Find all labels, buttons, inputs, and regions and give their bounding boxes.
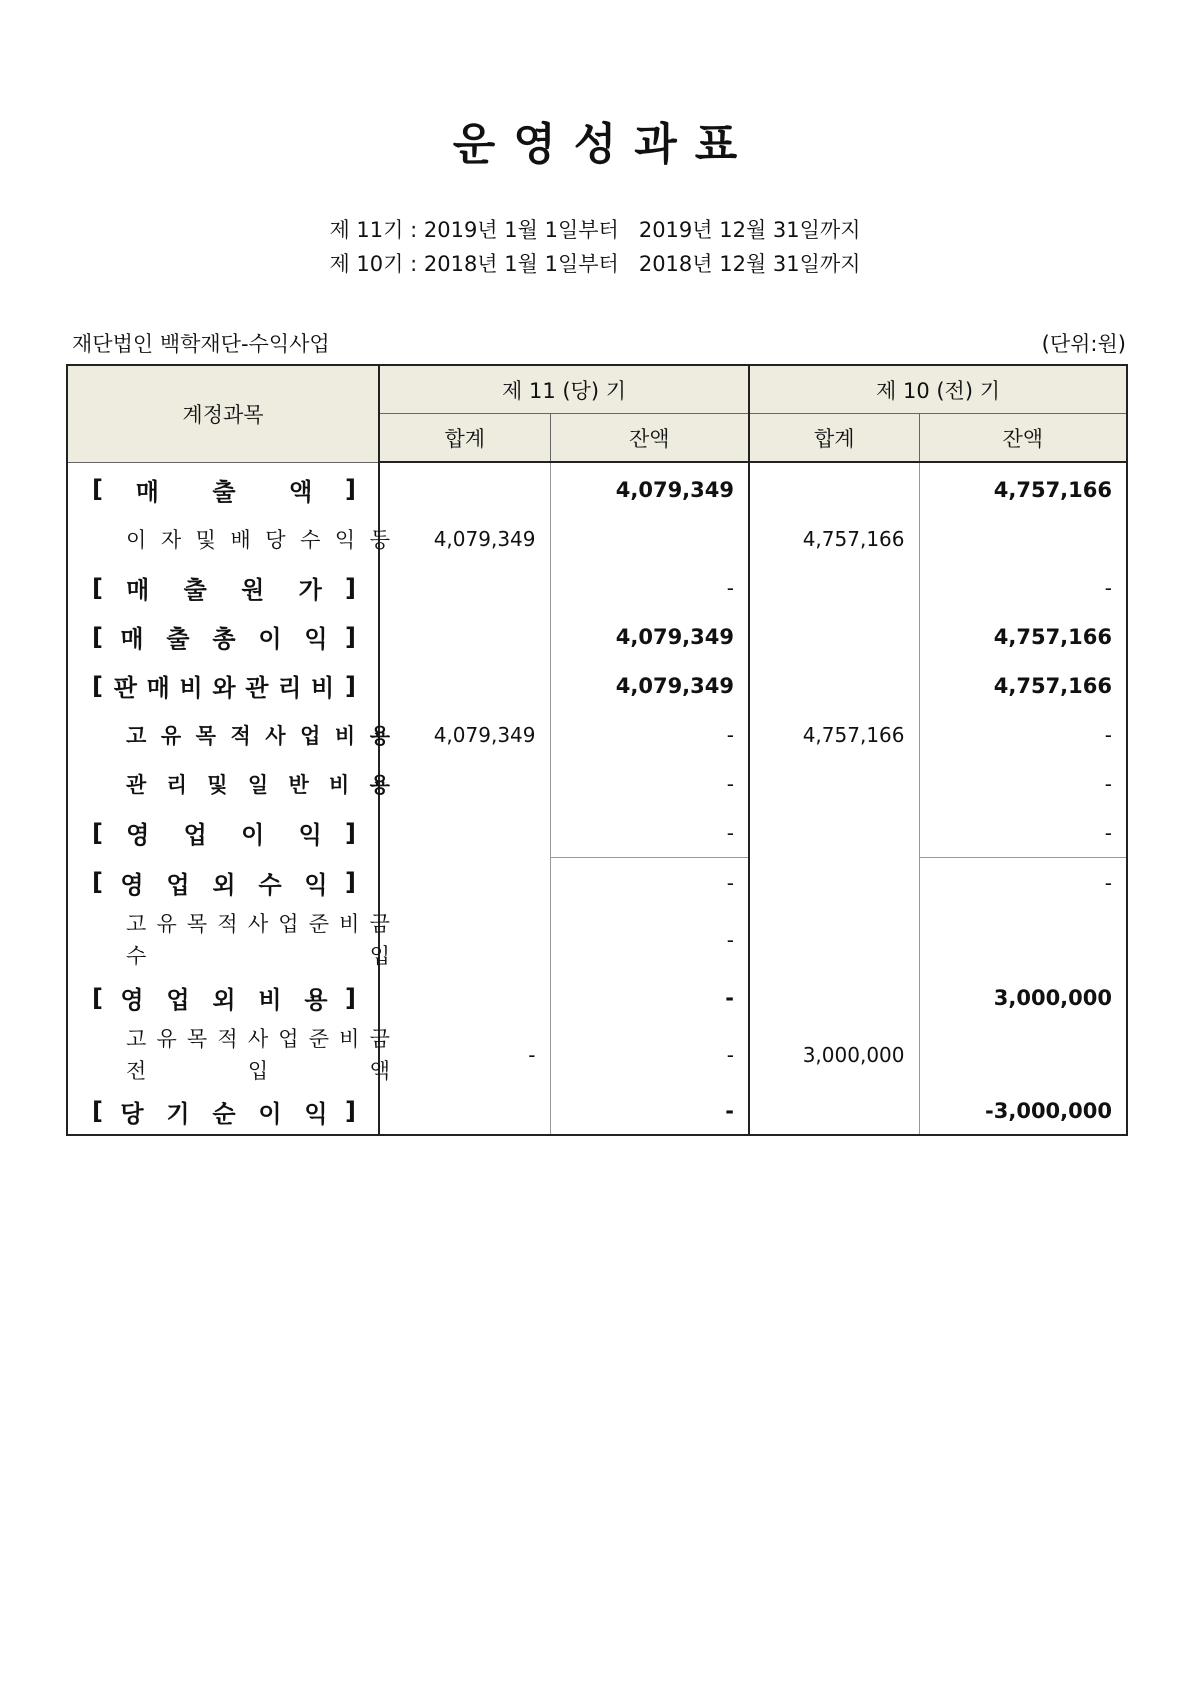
table-row bbox=[67, 563, 1127, 612]
table-row bbox=[67, 514, 1127, 563]
account-cell bbox=[67, 661, 379, 710]
account-cell bbox=[67, 563, 379, 612]
table-row bbox=[67, 759, 1127, 808]
current-balance-cell: 4,079,349 bbox=[550, 612, 749, 661]
header-current-balance: 잔액 bbox=[550, 414, 749, 463]
current-balance-cell: 4,079,349 bbox=[550, 462, 749, 514]
prior-sum-cell bbox=[749, 808, 919, 858]
account-label: [ 매 출 총 이 익 ] bbox=[92, 622, 356, 653]
prior-balance-cell: - bbox=[919, 759, 1127, 808]
prior-sum-cell bbox=[749, 907, 919, 973]
document-title: 운영성과표 bbox=[452, 119, 756, 170]
current-sum-cell: 4,079,349 bbox=[379, 514, 550, 563]
income-statement-table bbox=[66, 364, 1128, 1136]
account-cell bbox=[67, 858, 379, 908]
account-cell bbox=[67, 1022, 390, 1088]
account-cell bbox=[67, 462, 379, 514]
account-cell bbox=[67, 808, 379, 858]
prior-balance-cell: 3,000,000 bbox=[919, 973, 1127, 1022]
prior-balance-cell: 4,757,166 bbox=[919, 462, 1127, 514]
account-label: [ 매 출 액 ] bbox=[92, 475, 356, 506]
prior-sum-cell: 3,000,000 bbox=[749, 1022, 919, 1088]
current-sum-cell bbox=[379, 612, 550, 661]
current-sum-cell bbox=[379, 973, 550, 1022]
current-balance-cell: - bbox=[550, 973, 749, 1022]
account-cell bbox=[67, 759, 390, 808]
current-balance-cell: - bbox=[550, 907, 749, 973]
prior-sum-cell bbox=[749, 661, 919, 710]
current-sum-cell bbox=[379, 661, 550, 710]
unit-label: (단위:원) bbox=[1041, 332, 1126, 356]
prior-balance-cell bbox=[919, 907, 1127, 973]
account-label: 고 유 목 적 사 업 준 비 금 전 입 액 bbox=[126, 1027, 390, 1083]
current-sum-cell: - bbox=[379, 1022, 550, 1088]
header-current-period: 제 11 (당) 기 bbox=[379, 365, 749, 414]
current-balance-cell: - bbox=[550, 759, 749, 808]
prior-balance-cell: - bbox=[919, 858, 1127, 908]
table-row bbox=[67, 1088, 1127, 1135]
current-sum-cell bbox=[379, 858, 550, 908]
current-balance-cell: - bbox=[550, 710, 749, 759]
table-row bbox=[67, 808, 1127, 858]
prior-balance-cell: -3,000,000 bbox=[919, 1088, 1127, 1135]
current-sum-cell: 4,079,349 bbox=[379, 710, 550, 759]
account-cell bbox=[67, 1088, 379, 1135]
prior-sum-cell bbox=[749, 973, 919, 1022]
account-label: [ 영 업 외 비 용 ] bbox=[92, 983, 356, 1014]
header-prior-balance: 잔액 bbox=[919, 414, 1127, 463]
account-label: [ 영 업 외 수 익 ] bbox=[92, 868, 356, 899]
header-account: 계정과목 bbox=[67, 365, 379, 462]
prior-sum-cell bbox=[749, 1088, 919, 1135]
current-balance-cell: - bbox=[550, 858, 749, 908]
current-sum-cell bbox=[379, 759, 550, 808]
table-row bbox=[67, 612, 1127, 661]
table-body bbox=[67, 462, 1127, 1135]
table-row bbox=[67, 907, 1127, 973]
prior-sum-cell bbox=[749, 858, 919, 908]
account-label: [ 영 업 이 익 ] bbox=[92, 818, 356, 850]
prior-balance-cell: - bbox=[919, 563, 1127, 612]
account-label: 고 유 목 적 사 업 준 비 금 수 입 bbox=[126, 912, 390, 968]
account-label: [ 당 기 순 이 익 ] bbox=[92, 1097, 356, 1128]
current-balance-cell: - bbox=[550, 1088, 749, 1135]
account-label: 이 자 및 배 당 수 익 등 bbox=[126, 527, 390, 552]
prior-balance-cell: 4,757,166 bbox=[919, 612, 1127, 661]
current-sum-cell bbox=[379, 462, 550, 514]
prior-sum-cell: 4,757,166 bbox=[749, 710, 919, 759]
prior-sum-cell: 4,757,166 bbox=[749, 514, 919, 563]
table-row bbox=[67, 858, 1127, 908]
current-balance-cell bbox=[550, 514, 749, 563]
table-row bbox=[67, 462, 1127, 514]
account-cell bbox=[67, 973, 379, 1022]
prior-sum-cell bbox=[749, 563, 919, 612]
table-row bbox=[67, 1022, 1127, 1088]
account-cell bbox=[67, 514, 390, 563]
account-cell bbox=[67, 710, 390, 759]
prior-balance-cell: - bbox=[919, 808, 1127, 858]
current-balance-cell: - bbox=[550, 808, 749, 858]
prior-sum-cell bbox=[749, 759, 919, 808]
prior-balance-cell bbox=[919, 1022, 1127, 1088]
header-current-sum: 합계 bbox=[379, 414, 550, 463]
company-name: 재단법인 백학재단-수익사업 bbox=[72, 332, 330, 356]
account-label: [ 판 매 비 와 관 리 비 ] bbox=[92, 671, 356, 702]
prior-balance-cell: - bbox=[919, 710, 1127, 759]
prior-balance-cell bbox=[919, 514, 1127, 563]
account-label: 고 유 목 적 사 업 비 용 bbox=[126, 723, 390, 748]
current-sum-cell bbox=[379, 808, 550, 858]
header-prior-sum: 합계 bbox=[749, 414, 919, 463]
prior-sum-cell bbox=[749, 612, 919, 661]
table-row bbox=[67, 661, 1127, 710]
account-label: 관 리 및 일 반 비 용 bbox=[126, 772, 390, 797]
current-balance-cell: - bbox=[550, 1022, 749, 1088]
table-row bbox=[67, 710, 1127, 759]
period-current: 제 11기 : 2019년 1월 1일부터 2019년 12월 31일까지 bbox=[329, 218, 861, 242]
current-sum-cell bbox=[379, 563, 550, 612]
current-balance-cell: 4,079,349 bbox=[550, 661, 749, 710]
prior-balance-cell: 4,757,166 bbox=[919, 661, 1127, 710]
current-sum-cell bbox=[379, 1088, 550, 1135]
account-cell bbox=[67, 612, 379, 661]
prior-sum-cell bbox=[749, 462, 919, 514]
header-prior-period: 제 10 (전) 기 bbox=[749, 365, 1127, 414]
table-row bbox=[67, 973, 1127, 1022]
current-sum-cell bbox=[379, 907, 550, 973]
period-prior: 제 10기 : 2018년 1월 1일부터 2018년 12월 31일까지 bbox=[329, 252, 861, 276]
current-balance-cell: - bbox=[550, 563, 749, 612]
account-cell bbox=[67, 907, 390, 973]
account-label: [ 매 출 원 가 ] bbox=[92, 573, 356, 604]
